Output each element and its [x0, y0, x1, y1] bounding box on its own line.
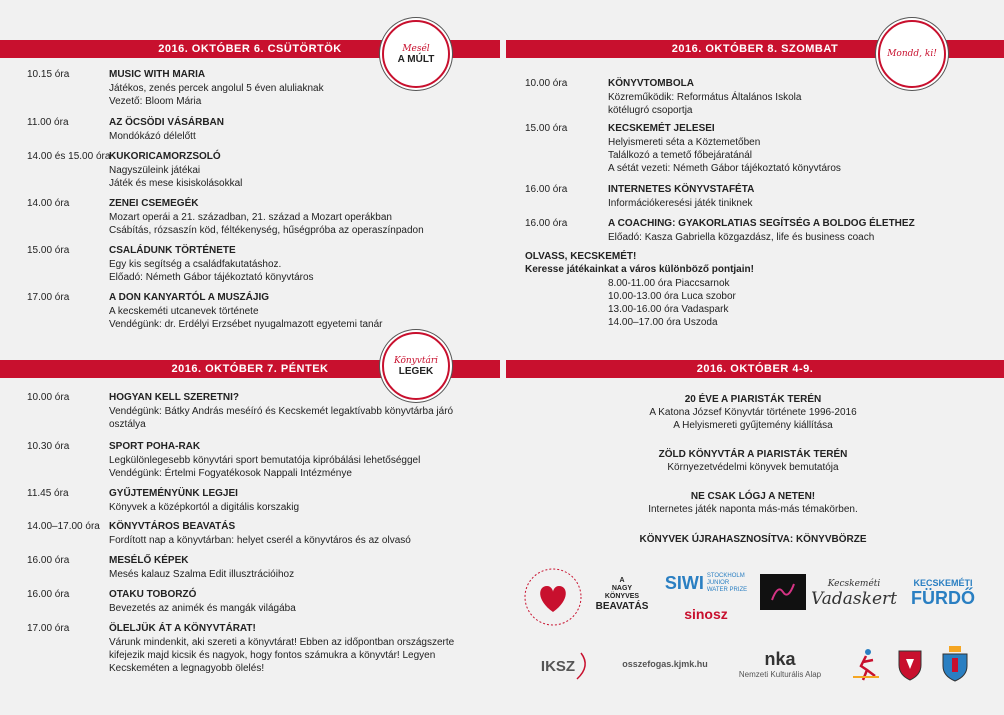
- exhibit-head: ZÖLD KÖNYVTÁR A PIARISTÁK TERÉN: [658, 449, 848, 460]
- olvass-head: OLVASS, KECSKEMÉT!: [525, 251, 637, 262]
- badge-bold: LEGEK: [398, 365, 434, 377]
- vadaskert-script: Kecskeméti: [827, 579, 881, 589]
- osszefogas-logo: [620, 652, 710, 676]
- event-line: Mozart operái a 21. században, 21. század a Mozart operákban: [109, 212, 392, 223]
- coat-of-arms-logo: [895, 644, 925, 684]
- event-line: Vendégünk: dr. Erdélyi Erzsébet nyugalmazott egyetemi tanár: [109, 319, 383, 330]
- badge-konyvtari-legek: [382, 332, 450, 400]
- event-title: HOGYAN KELL SZERETNI?: [109, 392, 240, 403]
- olvass-line: 8.00-11.00 óra Piaccsarnok: [608, 278, 730, 289]
- furdo-top: KECSKEMÉTI: [913, 577, 973, 588]
- day2-title: 2016. OKTÓBER 7. PÉNTEK: [171, 363, 329, 375]
- event-title: AZ ÖCSÖDI VÁSÁRBAN: [109, 117, 225, 128]
- exhibit-head: NE CSAK LÓGJ A NETEN!: [690, 491, 816, 502]
- iksz-logo: [530, 644, 604, 688]
- event-title: KÖNYVTOMBOLA: [608, 78, 694, 89]
- event-title: ÖLELJÜK ÁT A KÖNYVTÁRAT!: [109, 623, 256, 634]
- osszefogas-text: osszefogas.kjmk.hu: [622, 659, 708, 669]
- city-crest-logo: [938, 642, 972, 684]
- event-line: Mesés kalauz Szalma Edit illusztrációihoz: [109, 569, 295, 580]
- event-line: Vendégünk: Értelmi Fogyatékosok Nappali Intézménye: [109, 468, 352, 479]
- heart-logo: [522, 566, 584, 628]
- event-time: 10.30 óra: [27, 441, 70, 452]
- event-time: 14.00–17.00 óra: [27, 521, 100, 532]
- day4-title: 2016. OKTÓBER 4-9.: [696, 363, 814, 375]
- olvass-line: 10.00-13.00 óra Luca szobor: [608, 291, 736, 302]
- beavatas-line: KÖNYVES: [604, 592, 640, 600]
- iksz-text: IKSZ: [540, 657, 576, 675]
- event-title: OTAKU TOBORZÓ: [109, 589, 197, 600]
- olvass-line: 14.00–17.00 óra Uszoda: [608, 317, 718, 328]
- event-line: Kecskeméten a legnagyobb ölelés!: [109, 663, 265, 674]
- nka-text: nka: [764, 649, 796, 669]
- siwi-text: SIWI: [664, 572, 704, 593]
- event-line: Információkeresési játék tiniknek: [608, 198, 753, 209]
- event-line: Előadó: Németh Gábor tájékoztató könyvtáros: [109, 272, 314, 283]
- event-title: KECSKEMÉT JELESEI: [608, 123, 715, 134]
- beavatas-line: A: [619, 576, 625, 584]
- event-line: A kecskeméti utcanevek története: [109, 306, 259, 317]
- badge-bold: A MÚLT: [397, 53, 435, 65]
- event-title: INTERNETES KÖNYVSTAFÉTA: [608, 184, 755, 195]
- event-line: Legkülönlegesebb könyvtári sport bemutatója kipróbálási lehetőséggel: [109, 455, 421, 466]
- siwi-sub: [707, 573, 747, 594]
- event-line: Bevezetés az animék és mangák világába: [109, 603, 296, 614]
- badge-script: Mesél: [402, 43, 430, 54]
- sinosz-logo: [662, 600, 750, 628]
- event-line: Nagyszüleink játékai: [109, 165, 201, 176]
- event-line: Vendégünk: Bátky András meséíró és Kecskemét legaktívabb könyvtárba járó: [109, 406, 454, 417]
- event-time: 16.00 óra: [525, 184, 568, 195]
- exhibit-line: A Helyismereti gyűjtemény kiállítása: [673, 420, 833, 431]
- beavatas-line: NAGY: [611, 584, 633, 592]
- crest-icon: [940, 644, 970, 682]
- siwi-sub-line: STOCKHOLM: [706, 572, 745, 579]
- furdo-text: FÜRDŐ: [911, 587, 975, 608]
- event-time: 10.00 óra: [525, 78, 568, 89]
- runner-icon: [851, 646, 881, 682]
- event-time: 14.00 óra: [27, 198, 70, 209]
- siwi-sub-line: JUNIOR: [706, 579, 730, 586]
- event-time: 14.00 és 15.00 óra: [27, 151, 111, 162]
- event-line: Csábítás, rózsaszín köd, féltékenység, hűségpróba az operaszínpadon: [109, 225, 424, 236]
- event-line: Közreműködik: Református Általános Iskola: [608, 92, 802, 103]
- badge-mondd-ki: [878, 20, 946, 88]
- event-time: 10.00 óra: [27, 392, 70, 403]
- event-time: 11.00 óra: [27, 117, 69, 128]
- exhibit-block: [506, 533, 1000, 546]
- event-line: Előadó: Kasza Gabriella közgazdász, life és business coach: [608, 232, 875, 243]
- exhibit-block: [506, 490, 1000, 516]
- event-time: 11.45 óra: [27, 488, 69, 499]
- dance-logo: [760, 574, 806, 610]
- day1-title: 2016. OKTÓBER 6. CSÜTÖRTÖK: [158, 43, 342, 55]
- furdo-logo: [900, 570, 986, 616]
- nka-sub: Nemzeti Kulturális Alap: [738, 670, 822, 679]
- badge-script: Mondd, ki!: [887, 49, 937, 59]
- badge-mesel-a-mult: [382, 20, 450, 88]
- event-time: 10.15 óra: [27, 69, 70, 80]
- event-title: A COACHING: GYAKORLATIAS SEGÍTSÉG A BOLDOG ÉLETHEZ: [608, 218, 915, 229]
- event-line: Játékos, zenés percek angolul 5 éven aluliaknak: [109, 83, 324, 94]
- event-line: A sétát vezeti: Németh Gábor tájékoztató könyvtáros: [608, 163, 841, 174]
- event-time: 15.00 óra: [525, 123, 568, 134]
- event-line: kötélugró csoportja: [608, 105, 693, 116]
- exhibit-block: [506, 393, 1000, 432]
- event-time: 17.00 óra: [27, 623, 70, 634]
- day3-title: 2016. OKTÓBER 8. SZOMBAT: [671, 43, 839, 55]
- event-title: MUSIC WITH MARIA: [109, 69, 206, 80]
- sinosz-text: sinosz: [684, 606, 728, 622]
- iksz-arc-icon: [575, 651, 593, 681]
- event-time: 15.00 óra: [27, 245, 70, 256]
- olvass-line: 13.00-16.00 óra Vadaspark: [608, 304, 729, 315]
- exhibit-line: Környezetvédelmi könyvek bemutatója: [667, 462, 839, 473]
- event-time: 17.00 óra: [27, 292, 70, 303]
- event-title: CSALÁDUNK TÖRTÉNETE: [109, 245, 236, 256]
- event-title: SPORT POHA-RAK: [109, 441, 201, 452]
- vadaskert-logo: [812, 566, 896, 622]
- event-line: Várunk mindenkit, aki szereti a könyvtárat! Ebben az időpontban országszerte: [109, 637, 455, 648]
- event-line: Egy kis segítség a családfakutatáshoz.: [109, 259, 282, 270]
- event-line: Mondókázó délelőtt: [109, 131, 196, 142]
- nka-logo: [725, 646, 835, 682]
- event-title: A DON KANYARTÓL A MUSZÁJIG: [109, 292, 270, 303]
- event-time: 16.00 óra: [525, 218, 568, 229]
- event-time: 16.00 óra: [27, 555, 70, 566]
- exhibit-block: [506, 448, 1000, 474]
- event-line: Helyismereti séta a Köztemetőben: [608, 137, 761, 148]
- siwi-sub-line: WATER PRIZE: [706, 586, 748, 593]
- event-title: KÖNYVTÁROS BEAVATÁS: [109, 521, 236, 532]
- olvass-subhead: Keresse játékainkat a város különböző pontjain!: [525, 264, 754, 275]
- event-line: Fordított nap a könyvtárban: helyet cserél a könyvtáros és az olvasó: [109, 535, 411, 546]
- heart-icon: [522, 566, 584, 628]
- event-line: osztálya: [109, 419, 146, 430]
- vadaskert-text: Vadaskert: [811, 589, 897, 609]
- event-line: Vezető: Bloom Mária: [109, 96, 202, 107]
- exhibit-line: Internetes játék naponta más-más témakörben.: [648, 504, 858, 515]
- event-title: KUKORICAMORZSOLÓ: [109, 151, 221, 162]
- event-line: kifejezik majd kicsik és nagyok, hogy fontos számukra a könyvtár! Legyen: [109, 650, 436, 661]
- exhibit-head: KÖNYVEK ÚJRAHASZNOSÍTVA: KÖNYVBÖRZE: [639, 534, 867, 545]
- event-title: ZENEI CSEMEGÉK: [109, 198, 199, 209]
- event-line: Könyvek a középkortól a digitális korszakig: [109, 502, 300, 513]
- shield-icon: [897, 647, 923, 681]
- event-line: Találkozó a temető főbejáratánál: [608, 150, 752, 161]
- exhibit-line: A Katona József Könyvtár története 1996-2016: [649, 407, 857, 418]
- event-title: GYŰJTEMÉNYÜNK LEGJEI: [109, 488, 238, 499]
- badge-script: Könyvtári: [393, 355, 439, 366]
- event-line: Játék és mese kisiskolásokkal: [109, 178, 243, 189]
- dancer-icon: [768, 580, 798, 604]
- siwi-logo: [660, 570, 752, 596]
- runner-logo: [848, 642, 884, 686]
- event-title: MESÉLŐ KÉPEK: [109, 555, 189, 566]
- beavatas-line: BEAVATÁS: [595, 600, 649, 612]
- beavatas-logo: [590, 572, 654, 616]
- exhibit-head: 20 ÉVE A PIARISTÁK TERÉN: [684, 394, 822, 405]
- event-time: 16.00 óra: [27, 589, 70, 600]
